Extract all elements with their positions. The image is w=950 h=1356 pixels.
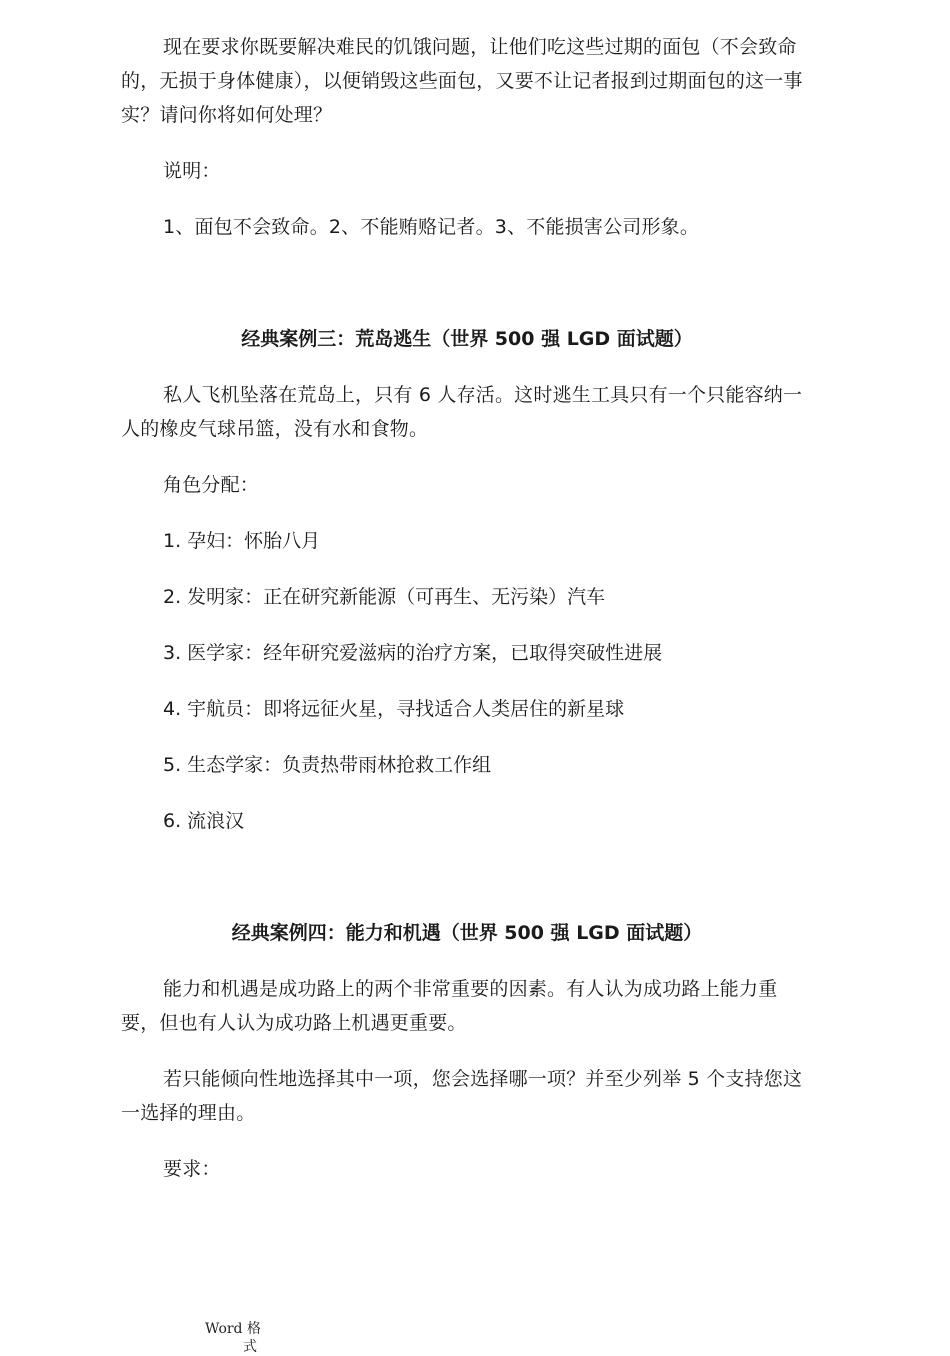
case3-roles-label: 角色分配： bbox=[163, 474, 260, 496]
list-item: 6. 流浪汉 bbox=[163, 810, 245, 832]
document-page bbox=[121, 30, 813, 1208]
case3-intro: 私人飞机坠落在荒岛上，只有 6 人存活。这时逃生工具只有一个只能容纳一人的橡皮气球吊篮，没有水和食物。 bbox=[121, 384, 803, 440]
case4-requirement-label: 要求： bbox=[163, 1158, 221, 1180]
list-item: 4. 宇航员：即将远征火星，寻找适合人类居住的新星球 bbox=[163, 698, 625, 720]
list-item: 3. 医学家：经年研究爱滋病的治疗方案，已取得突破性进展 bbox=[163, 642, 663, 664]
list-item: 5. 生态学家：负责热带雨林抢救工作组 bbox=[163, 754, 492, 776]
case4-heading: 经典案例四：能力和机遇（世界 500 强 LGD 面试题） bbox=[231, 922, 703, 944]
case4-question: 若只能倾向性地选择其中一项，您会选择哪一项？并至少列举 5 个支持您这一选择的理由。 bbox=[121, 1068, 803, 1124]
footer-watermark-line1: Word 格 bbox=[205, 1321, 261, 1337]
footer-watermark-line2: 式 bbox=[243, 1339, 257, 1355]
case4-intro: 能力和机遇是成功路上的两个非常重要的因素。有人认为成功路上能力重要，但也有人认为成功路上机遇更重要。 bbox=[121, 978, 778, 1034]
note-label: 说明： bbox=[163, 160, 221, 182]
list-item: 1. 孕妇：怀胎八月 bbox=[163, 530, 321, 552]
case3-role-list bbox=[121, 524, 813, 838]
case3-heading: 经典案例三：荒岛逃生（世界 500 强 LGD 面试题） bbox=[241, 328, 693, 350]
scenario-paragraph: 现在要求你既要解决难民的饥饿问题，让他们吃这些过期的面包（不会致命的，无损于身体健康），以便销毁这些面包，又要不让记者报到过期面包的这一事实？请问你将如何处理？ bbox=[121, 36, 803, 126]
section-spacer bbox=[121, 860, 813, 916]
list-item: 2. 发明家：正在研究新能源（可再生、无污染）汽车 bbox=[163, 586, 606, 608]
section-spacer bbox=[121, 266, 813, 322]
footer-watermark bbox=[205, 1320, 261, 1356]
note-text: 1、面包不会致命。2、不能贿赂记者。3、不能损害公司形象。 bbox=[163, 216, 700, 238]
